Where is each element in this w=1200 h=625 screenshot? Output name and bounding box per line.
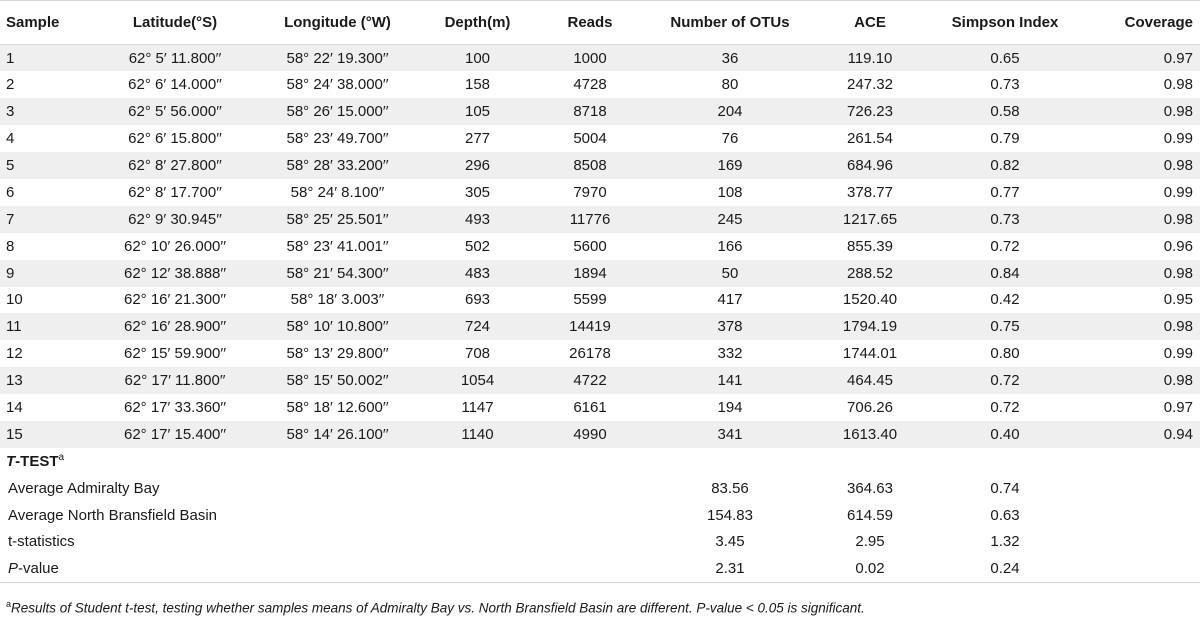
latitude-cell: 62° 6′ 14.000′′ [95, 71, 255, 98]
depth-cell: 277 [420, 125, 535, 152]
ttest-empty-cell [1085, 502, 1200, 529]
latitude-cell: 62° 10′ 26.000′′ [95, 233, 255, 260]
simpson-cell: 0.72 [925, 394, 1085, 421]
longitude-cell: 58° 24′ 38.000′′ [255, 71, 420, 98]
reads-cell: 4990 [535, 421, 645, 448]
ttest-empty-cell [1085, 555, 1200, 582]
otus-cell: 204 [645, 98, 815, 125]
sample-cell: 10 [0, 287, 95, 314]
reads-cell: 5004 [535, 125, 645, 152]
ttest-footnote-marker: a [58, 452, 65, 464]
ttest-label: Average North Bransfield Basin [0, 502, 645, 529]
ttest-row [0, 529, 1200, 556]
latitude-cell: 62° 15′ 59.900′′ [95, 340, 255, 367]
latitude-cell: 62° 17′ 33.360′′ [95, 394, 255, 421]
coverage-cell: 0.98 [1085, 71, 1200, 98]
header-sample: Sample [0, 1, 95, 45]
table-row [0, 71, 1200, 98]
simpson-cell: 0.72 [925, 367, 1085, 394]
longitude-cell: 58° 18′ 3.003′′ [255, 287, 420, 314]
ttest-empty-cell [1085, 529, 1200, 556]
sample-cell: 6 [0, 179, 95, 206]
longitude-cell: 58° 22′ 19.300′′ [255, 45, 420, 72]
simpson-cell: 0.77 [925, 179, 1085, 206]
otus-cell: 341 [645, 421, 815, 448]
ace-cell: 706.26 [815, 394, 925, 421]
ttest-label: P-value [0, 555, 645, 582]
depth-cell: 305 [420, 179, 535, 206]
ttest-heading-row [0, 448, 1200, 475]
sample-cell: 9 [0, 260, 95, 287]
ace-cell: 261.54 [815, 125, 925, 152]
ttest-otus-value: 3.45 [645, 529, 815, 556]
ttest-row [0, 475, 1200, 502]
depth-cell: 693 [420, 287, 535, 314]
table-body [0, 45, 1200, 583]
sample-cell: 13 [0, 367, 95, 394]
depth-cell: 105 [420, 98, 535, 125]
latitude-cell: 62° 5′ 11.800′′ [95, 45, 255, 72]
longitude-cell: 58° 25′ 25.501′′ [255, 206, 420, 233]
sample-cell: 1 [0, 45, 95, 72]
ace-cell: 1794.19 [815, 313, 925, 340]
ttest-otus-value: 2.31 [645, 555, 815, 582]
depth-cell: 483 [420, 260, 535, 287]
longitude-cell: 58° 28′ 33.200′′ [255, 152, 420, 179]
latitude-cell: 62° 17′ 11.800′′ [95, 367, 255, 394]
reads-cell: 14419 [535, 313, 645, 340]
coverage-cell: 0.99 [1085, 340, 1200, 367]
coverage-cell: 0.99 [1085, 125, 1200, 152]
coverage-cell: 0.99 [1085, 179, 1200, 206]
ace-cell: 1744.01 [815, 340, 925, 367]
simpson-cell: 0.75 [925, 313, 1085, 340]
ttest-simpson-value: 0.74 [925, 475, 1085, 502]
latitude-cell: 62° 6′ 15.800′′ [95, 125, 255, 152]
ace-cell: 726.23 [815, 98, 925, 125]
longitude-cell: 58° 26′ 15.000′′ [255, 98, 420, 125]
depth-cell: 1147 [420, 394, 535, 421]
depth-cell: 1140 [420, 421, 535, 448]
sample-cell: 8 [0, 233, 95, 260]
depth-cell: 100 [420, 45, 535, 72]
latitude-cell: 62° 16′ 21.300′′ [95, 287, 255, 314]
simpson-cell: 0.42 [925, 287, 1085, 314]
sample-cell: 12 [0, 340, 95, 367]
table-row [0, 287, 1200, 314]
table-row [0, 179, 1200, 206]
depth-cell: 296 [420, 152, 535, 179]
header-coverage: Coverage [1085, 1, 1200, 45]
header-simpson: Simpson Index [925, 1, 1085, 45]
ace-cell: 855.39 [815, 233, 925, 260]
table-row [0, 313, 1200, 340]
longitude-cell: 58° 18′ 12.600′′ [255, 394, 420, 421]
ttest-empty-cell [1085, 475, 1200, 502]
simpson-cell: 0.84 [925, 260, 1085, 287]
coverage-cell: 0.97 [1085, 394, 1200, 421]
header-reads: Reads [535, 1, 645, 45]
coverage-cell: 0.97 [1085, 45, 1200, 72]
coverage-cell: 0.98 [1085, 152, 1200, 179]
sample-cell: 7 [0, 206, 95, 233]
otus-cell: 80 [645, 71, 815, 98]
table-row [0, 394, 1200, 421]
latitude-cell: 62° 16′ 28.900′′ [95, 313, 255, 340]
otus-cell: 76 [645, 125, 815, 152]
otus-cell: 50 [645, 260, 815, 287]
table-row [0, 260, 1200, 287]
simpson-cell: 0.73 [925, 71, 1085, 98]
reads-cell: 5600 [535, 233, 645, 260]
depth-cell: 158 [420, 71, 535, 98]
simpson-cell: 0.80 [925, 340, 1085, 367]
longitude-cell: 58° 14′ 26.100′′ [255, 421, 420, 448]
ttest-otus-value: 83.56 [645, 475, 815, 502]
reads-cell: 8508 [535, 152, 645, 179]
latitude-cell: 62° 17′ 15.400′′ [95, 421, 255, 448]
sample-cell: 11 [0, 313, 95, 340]
footnote-text: Results of Student t-test, testing whether samples means of Admiralty Bay vs. North Bransfield Basin are different. P-value < 0.05 is significant. [11, 600, 865, 616]
longitude-cell: 58° 23′ 49.700′′ [255, 125, 420, 152]
depth-cell: 493 [420, 206, 535, 233]
otus-cell: 194 [645, 394, 815, 421]
latitude-cell: 62° 8′ 17.700′′ [95, 179, 255, 206]
ttest-row [0, 555, 1200, 582]
coverage-cell: 0.98 [1085, 98, 1200, 125]
simpson-cell: 0.58 [925, 98, 1085, 125]
reads-cell: 6161 [535, 394, 645, 421]
table-row [0, 233, 1200, 260]
reads-cell: 1000 [535, 45, 645, 72]
otus-cell: 332 [645, 340, 815, 367]
sample-cell: 14 [0, 394, 95, 421]
ace-cell: 247.32 [815, 71, 925, 98]
footnote-marker: a [6, 599, 12, 609]
coverage-cell: 0.98 [1085, 260, 1200, 287]
table-row [0, 45, 1200, 72]
otus-cell: 417 [645, 287, 815, 314]
table-footnote [6, 599, 865, 616]
simpson-cell: 0.65 [925, 45, 1085, 72]
latitude-cell: 62° 5′ 56.000′′ [95, 98, 255, 125]
sample-cell: 5 [0, 152, 95, 179]
coverage-cell: 0.98 [1085, 206, 1200, 233]
header-ace: ACE [815, 1, 925, 45]
reads-cell: 4728 [535, 71, 645, 98]
ace-cell: 1613.40 [815, 421, 925, 448]
ttest-heading [0, 448, 1200, 475]
coverage-cell: 0.94 [1085, 421, 1200, 448]
ttest-ace-value: 2.95 [815, 529, 925, 556]
otus-cell: 166 [645, 233, 815, 260]
longitude-cell: 58° 23′ 41.001′′ [255, 233, 420, 260]
reads-cell: 5599 [535, 287, 645, 314]
ttest-title-t: T [6, 453, 16, 471]
ttest-label: t-statistics [0, 529, 645, 556]
sample-cell: 2 [0, 71, 95, 98]
ace-cell: 464.45 [815, 367, 925, 394]
table-row [0, 340, 1200, 367]
latitude-cell: 62° 12′ 38.888′′ [95, 260, 255, 287]
header-depth: Depth(m) [420, 1, 535, 45]
sample-cell: 3 [0, 98, 95, 125]
table-row [0, 152, 1200, 179]
longitude-cell: 58° 24′ 8.100′′ [255, 179, 420, 206]
otus-cell: 245 [645, 206, 815, 233]
otus-cell: 36 [645, 45, 815, 72]
reads-cell: 4722 [535, 367, 645, 394]
ttest-ace-value: 364.63 [815, 475, 925, 502]
ttest-ace-value: 0.02 [815, 555, 925, 582]
header-latitude: Latitude(°S) [95, 1, 255, 45]
simpson-cell: 0.79 [925, 125, 1085, 152]
depth-cell: 708 [420, 340, 535, 367]
latitude-cell: 62° 9′ 30.945′′ [95, 206, 255, 233]
simpson-cell: 0.72 [925, 233, 1085, 260]
header-longitude: Longitude (°W) [255, 1, 420, 45]
otus-cell: 378 [645, 313, 815, 340]
table-row [0, 206, 1200, 233]
table-row [0, 98, 1200, 125]
ttest-ace-value: 614.59 [815, 502, 925, 529]
reads-cell: 7970 [535, 179, 645, 206]
table-row [0, 367, 1200, 394]
longitude-cell: 58° 13′ 29.800′′ [255, 340, 420, 367]
ace-cell: 1520.40 [815, 287, 925, 314]
simpson-cell: 0.73 [925, 206, 1085, 233]
coverage-cell: 0.95 [1085, 287, 1200, 314]
sample-cell: 15 [0, 421, 95, 448]
ace-cell: 378.77 [815, 179, 925, 206]
sample-cell: 4 [0, 125, 95, 152]
coverage-cell: 0.98 [1085, 367, 1200, 394]
depth-cell: 1054 [420, 367, 535, 394]
table-row [0, 421, 1200, 448]
longitude-cell: 58° 21′ 54.300′′ [255, 260, 420, 287]
ttest-row [0, 502, 1200, 529]
otus-cell: 169 [645, 152, 815, 179]
ttest-simpson-value: 0.63 [925, 502, 1085, 529]
ttest-label: Average Admiralty Bay [0, 475, 645, 502]
coverage-cell: 0.98 [1085, 313, 1200, 340]
ace-cell: 1217.65 [815, 206, 925, 233]
table-row [0, 125, 1200, 152]
longitude-cell: 58° 15′ 50.002′′ [255, 367, 420, 394]
depth-cell: 724 [420, 313, 535, 340]
ttest-otus-value: 154.83 [645, 502, 815, 529]
ace-cell: 684.96 [815, 152, 925, 179]
otus-cell: 141 [645, 367, 815, 394]
ttest-simpson-value: 1.32 [925, 529, 1085, 556]
reads-cell: 1894 [535, 260, 645, 287]
header-otus: Number of OTUs [645, 1, 815, 45]
reads-cell: 8718 [535, 98, 645, 125]
coverage-cell: 0.96 [1085, 233, 1200, 260]
reads-cell: 11776 [535, 206, 645, 233]
longitude-cell: 58° 10′ 10.800′′ [255, 313, 420, 340]
ace-cell: 288.52 [815, 260, 925, 287]
latitude-cell: 62° 8′ 27.800′′ [95, 152, 255, 179]
depth-cell: 502 [420, 233, 535, 260]
ttest-title: -TEST [15, 453, 59, 471]
table-header [0, 1, 1200, 45]
simpson-cell: 0.40 [925, 421, 1085, 448]
reads-cell: 26178 [535, 340, 645, 367]
otus-cell: 108 [645, 179, 815, 206]
ttest-simpson-value: 0.24 [925, 555, 1085, 582]
simpson-cell: 0.82 [925, 152, 1085, 179]
ace-cell: 119.10 [815, 45, 925, 72]
